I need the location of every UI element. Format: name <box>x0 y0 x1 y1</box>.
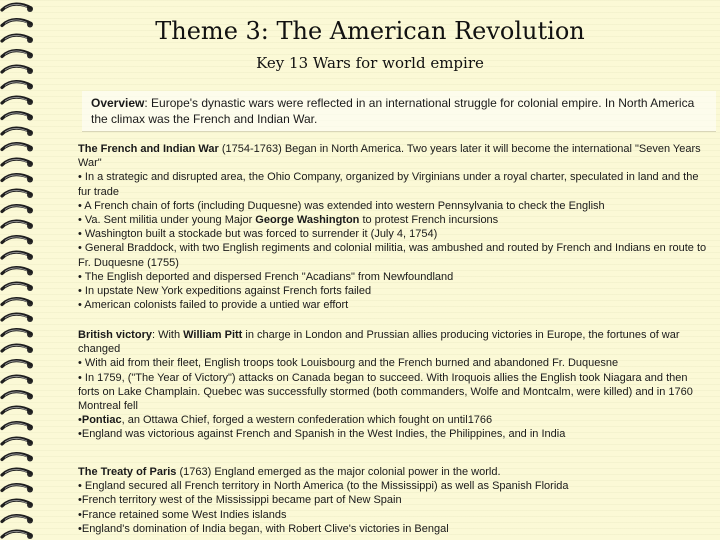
spiral-ring <box>2 314 33 322</box>
british-victory-heading-line <box>78 328 710 356</box>
bullet-new-spain: •French territory west of the Mississippi became part of New Spain <box>78 494 402 507</box>
spiral-binding <box>0 0 44 540</box>
bullet-year-of-victory: • In 1759, ("The Year of Victory") attacks on Canada began to succeed. With Iroquois allies the English took Niagara and then forts on Lake Champlain. Quebec was successfully stormed (both commanders, Wolfe and Montcalm, were killed) and in 1760 Montreal fell <box>78 371 693 413</box>
british-victory-post: in charge in London and Prussian allies producing victories in Europe, the fortunes of war changed <box>78 329 680 356</box>
bullet-acadians: • The English deported and dispersed French "Acadians" from Newfoundland <box>78 270 454 283</box>
overview-body: : Europe's dynastic wars were reflected in an international struggle for colonial empire. In North America the climax was the French and Indian War. <box>91 96 695 126</box>
bullet-india: •England's domination of India began, with Robert Clive's victories in Bengal <box>78 522 449 535</box>
bullet-french-territory: • England secured all French territory in North America (to the Mississippi) as well as Spanish Florida <box>78 480 569 493</box>
bullet-pontiac <box>78 413 710 427</box>
william-pitt-name: William Pitt <box>183 329 243 341</box>
french-indian-war-heading: The French and Indian War <box>78 143 219 155</box>
bullet-louisbourg: • With aid from their fleet, English troops took Louisbourg and the French burned and abandoned Fr. Duquesne <box>78 357 619 370</box>
overview-text <box>91 95 713 127</box>
french-indian-war-intro: (1754-1763) Began in North America. Two years later it will become the international "Seven Years War" <box>78 143 701 170</box>
spiral-ring <box>2 330 33 338</box>
pontiac-post: , an Ottawa Chief, forged a western confederation which fought on until1766 <box>121 414 493 427</box>
british-victory-pre: : With <box>151 329 184 341</box>
pontiac-pre: • <box>78 414 82 427</box>
spiral-ring <box>2 500 33 508</box>
spiral-ring <box>2 485 33 493</box>
spiral-ring <box>2 469 33 477</box>
spiral-ring <box>2 531 33 539</box>
spiral-ring <box>2 252 33 260</box>
spiral-ring <box>2 20 33 28</box>
spiral-ring <box>2 237 33 245</box>
bullet-stockade: • Washington built a stockade but was forced to surrender it (July 4, 1754) <box>78 228 438 241</box>
page-title: Theme 3: The American Revolution <box>155 17 585 45</box>
spiral-ring <box>2 113 33 121</box>
spiral-ring <box>2 361 33 369</box>
spiral-ring <box>2 128 33 136</box>
treaty-heading-line <box>78 465 710 479</box>
spiral-ring <box>2 51 33 59</box>
spiral-ring <box>2 82 33 90</box>
spiral-ring <box>2 283 33 291</box>
spiral-ring <box>2 66 33 74</box>
spiral-ring <box>2 144 33 152</box>
french-indian-war-section <box>78 142 710 312</box>
spiral-ring <box>2 345 33 353</box>
british-victory-heading: British victory <box>78 329 152 341</box>
spiral-ring <box>2 221 33 229</box>
spiral-ring <box>2 299 33 307</box>
treaty-intro: (1763) England emerged as the major colonial power in the world. <box>176 466 501 478</box>
spiral-ring <box>2 423 33 431</box>
spiral-ring <box>2 97 33 105</box>
spiral-ring <box>2 206 33 214</box>
washington-post: to protest French incursions <box>359 214 499 227</box>
bullet-braddock: • General Braddock, with two English regiments and colonial militia, was ambushed and routed by French and Indians en route to Fr. Duquesne (1755) <box>78 242 707 269</box>
spiral-ring <box>2 516 33 524</box>
spiral-ring <box>2 268 33 276</box>
treaty-of-paris-section <box>78 465 710 536</box>
bullet-colonists: • American colonists failed to provide a untied war effort <box>78 299 349 312</box>
bullet-england-victorious: •England was victorious against French and Spanish in the West Indies, the Philippines, and in India <box>78 428 566 441</box>
pontiac-name: Pontiac <box>81 414 122 427</box>
bullet-ohio-company: • In a strategic and disrupted area, the Ohio Company, organized by Virginians under a royal charter, speculated in land and the fur trade <box>78 171 699 198</box>
overview-box <box>82 91 716 132</box>
washington-pre: • Va. Sent militia under young Major <box>78 214 256 227</box>
british-victory-section <box>78 328 710 442</box>
bullet-new-york: • In upstate New York expeditions against French forts failed <box>78 285 372 298</box>
spiral-ring <box>2 392 33 400</box>
spiral-ring <box>2 4 33 12</box>
spiral-ring <box>2 454 33 462</box>
spiral-ring <box>2 190 33 198</box>
spiral-ring <box>2 35 33 43</box>
spiral-ring <box>2 159 33 167</box>
bullet-west-indies: •France retained some West Indies islands <box>78 508 287 521</box>
spiral-ring <box>2 175 33 183</box>
spiral-ring <box>2 407 33 415</box>
overview-label: Overview <box>91 96 145 110</box>
spiral-ring <box>2 438 33 446</box>
section-heading-line <box>78 142 710 170</box>
treaty-heading: The Treaty of Paris <box>78 466 177 478</box>
bullet-washington-militia <box>78 213 710 227</box>
page-subtitle: Key 13 Wars for world empire <box>256 54 484 72</box>
george-washington-name: George Washington <box>255 214 360 227</box>
bullet-french-forts: • A French chain of forts (including Duquesne) was extended into western Pennsylvania to check the English <box>78 199 605 212</box>
spiral-ring <box>2 376 33 384</box>
